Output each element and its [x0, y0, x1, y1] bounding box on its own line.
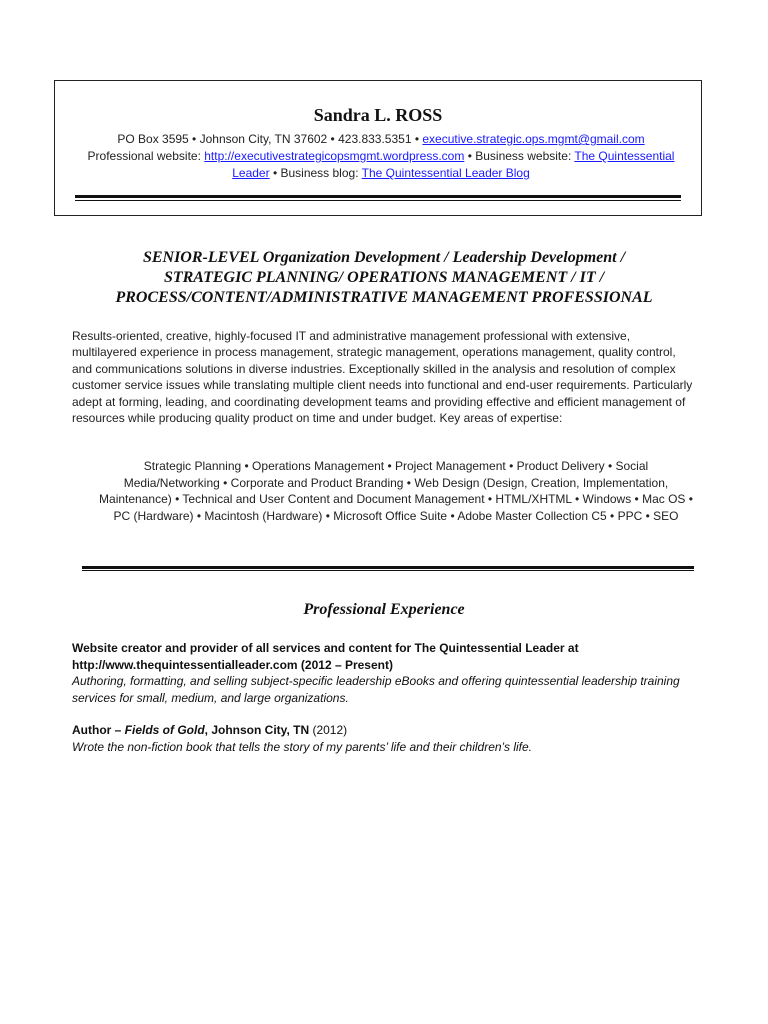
areas-of-expertise: Strategic Planning • Operations Management • Project Management • Product Delivery • Social Media/Networking • Corporate and Product Branding • Web Design (Design, Creation, Implementation, Maintenance) • Technical and User Content and Document Management • HTML/XHTML • Windows • Mac OS • PC (Hardware) • Macintosh (Hardware) • Microsoft Office Suite • Adobe Master Collection C5 • PPC • SEO: [99, 459, 693, 523]
job-year: (2012): [309, 723, 348, 737]
job-location: , Johnson City, TN: [204, 723, 310, 737]
business-website-link[interactable]: The Quintessential Leader: [232, 149, 675, 180]
blog-label: • Business blog:: [269, 166, 362, 180]
summary-paragraph: Results-oriented, creative, highly-focused IT and administrative management professional with extensive, multilayered experience in process management, strategic management, operations management, quality control, and communications solutions in diverse industries. Exceptionally skilled in the analysis and resolution of complex customer service issues while translating multiple client needs into functional and end-user requirements. Particularly adept at forming, leading, and coordinating development teams and providing effective and efficient management of resources while producing quality product on time and under budget. Key areas of expertise:: [72, 329, 693, 426]
contact-details: [69, 131, 693, 182]
website-label: Professional website:: [87, 149, 205, 163]
job-description: Wrote the non-fiction book that tells the story of my parents’ life and their children’s life.: [72, 739, 533, 754]
business-blog-link[interactable]: The Quintessential Leader Blog: [361, 166, 530, 180]
job-title-url: http://www.thequintessentialleader.com (2012 – Present): [72, 657, 393, 672]
job-heading: [72, 722, 702, 739]
job-title: Website creator and provider of all services and content for The Quintessential Leader at: [72, 641, 579, 655]
job-role: Author –: [72, 723, 125, 737]
experience-entry: [72, 640, 702, 706]
experience-entry: [72, 722, 702, 755]
headline-line: PROCESS/CONTENT/ADMINISTRATIVE MANAGEMENT PROFESSIONAL: [115, 289, 653, 306]
professional-headline: [60, 248, 708, 308]
professional-website-link[interactable]: http://executivestrategicopsmgmt.wordpress.com: [204, 149, 465, 163]
section-divider: [82, 566, 694, 571]
header-divider: [75, 195, 681, 201]
job-description: Authoring, formatting, and selling subject-specific leadership eBooks and offering quintessential leadership training services for small, medium, and large organizations.: [72, 674, 680, 705]
headline-line: STRATEGIC PLANNING/ OPERATIONS MANAGEMENT / IT /: [163, 269, 605, 286]
book-title: Fields of Gold: [124, 723, 205, 737]
section-title-experience: Professional Experience: [303, 601, 465, 618]
address-phone: PO Box 3595 • Johnson City, TN 37602 • 423.833.5351 •: [117, 132, 423, 146]
email-link[interactable]: executive.strategic.ops.mgmt@gmail.com: [422, 132, 645, 146]
business-website-label: • Business website:: [464, 149, 575, 163]
headline-line: SENIOR-LEVEL Organization Development / Leadership Development /: [142, 249, 626, 266]
applicant-name: Sandra L. ROSS: [313, 105, 443, 125]
contact-header: [54, 80, 702, 216]
